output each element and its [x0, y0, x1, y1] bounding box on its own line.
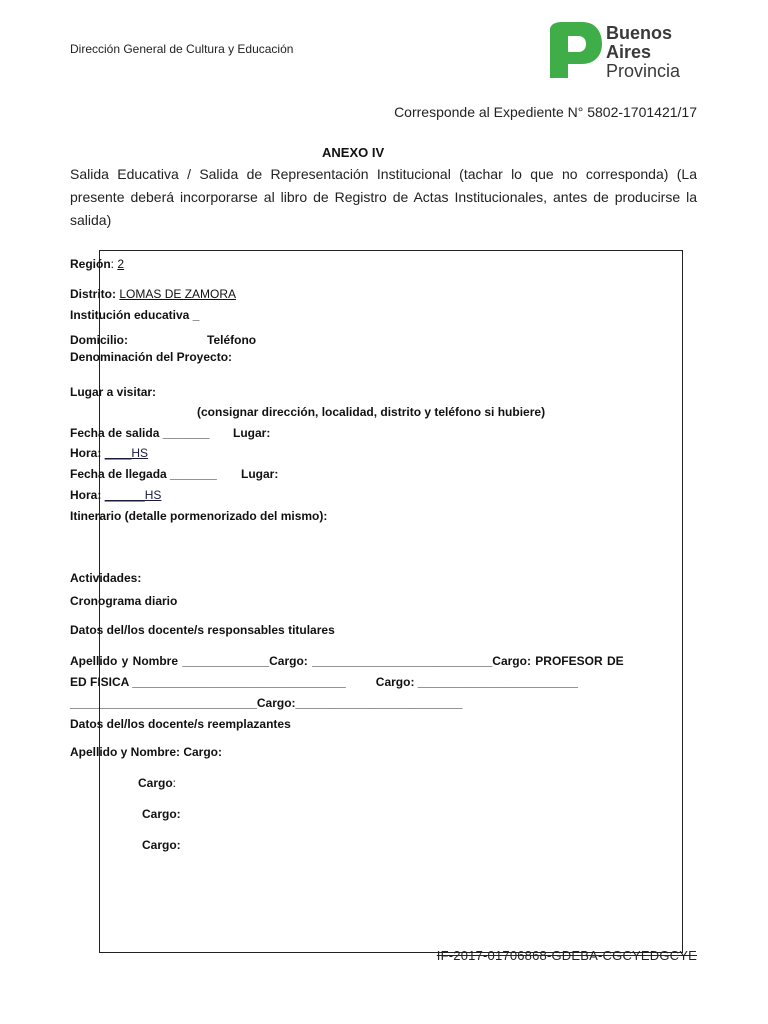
organization-name: Dirección General de Cultura y Educación — [70, 42, 294, 56]
buenos-aires-provincia-logo — [548, 20, 604, 80]
telefono-label: Teléfono — [207, 333, 257, 347]
lugar-llegada-label: Lugar: — [241, 467, 279, 481]
cargo-1-colon: : — [172, 776, 177, 790]
distrito-label: Distrito: — [70, 287, 116, 301]
institucion-blank: _ — [192, 308, 200, 322]
logo-line-2: Aires — [606, 42, 652, 62]
docentes-titulares-label: Datos del/los docente/s responsables titulares — [70, 623, 335, 637]
docentes-reemplazantes-label: Datos del/los docente/s reemplazantes — [70, 717, 291, 731]
cronograma-label: Cronograma diario — [70, 594, 178, 608]
lugar-visitar-label: Lugar a visitar: — [70, 385, 157, 399]
document-id: IF-2017-01706868-GDEBA-CGCYEDGCYE — [436, 948, 697, 963]
ed-fisica-line: ED FISICA ________________________________ Cargo: ________________________ — [70, 675, 578, 689]
distrito-value: LOMAS DE ZAMORA — [119, 287, 237, 301]
hora-salida-field — [70, 446, 148, 460]
expediente-reference: Corresponde al Expediente N° 5802-1701421/17 — [394, 104, 697, 120]
apellido-cargo-line: Apellido y Nombre _____________Cargo: ___________________________Cargo: PROFESOR DE — [70, 654, 624, 668]
region-field — [70, 257, 124, 271]
lugar-salida-label: Lugar: — [233, 426, 271, 440]
denominacion-label: Denominación del Proyecto: — [70, 350, 233, 364]
institucion-field — [70, 308, 199, 322]
fecha-salida-label: Fecha de salida _______ — [70, 426, 210, 440]
region-colon: : — [110, 257, 115, 271]
region-label: Región — [70, 257, 111, 271]
actividades-label: Actividades: — [70, 571, 142, 585]
cargo-2: Cargo: — [142, 807, 181, 821]
annex-intro: Salida Educativa / Salida de Representación Institucional (tachar lo que no corresponda) (La presente deberá incorporarse al libro de Registro de Actas Institucionales, antes de producirse la salida) — [70, 166, 697, 228]
cargo-line-3: ____________________________Cargo:_________________________ — [70, 696, 463, 710]
lugar-visitar-hint: (consignar dirección, localidad, distrito y teléfono si hubiere) — [197, 405, 546, 419]
fecha-llegada-label: Fecha de llegada _______ — [70, 467, 217, 481]
hora-llegada-label: Hora: — [70, 488, 102, 502]
domicilio-label: Domicilio: — [70, 333, 129, 347]
annex-title: ANEXO IV — [322, 145, 385, 160]
cargo-1 — [138, 776, 176, 790]
apellido-cargo-reemplazante: Apellido y Nombre: Cargo: — [70, 745, 223, 759]
region-value: 2 — [117, 257, 125, 271]
distrito-field — [70, 287, 236, 301]
hora-salida-label: Hora: — [70, 446, 102, 460]
hora-salida-value: ____HS — [104, 446, 149, 460]
hora-llegada-value: ______HS — [104, 488, 162, 502]
cargo-3: Cargo: — [142, 838, 181, 852]
logo-line-1: Buenos — [606, 23, 673, 43]
logo-text — [606, 24, 680, 81]
logo-line-3: Provincia — [606, 61, 681, 81]
cargo-1-label: Cargo — [138, 776, 173, 790]
hora-llegada-field — [70, 488, 161, 502]
institucion-label: Institución educativa — [70, 308, 190, 322]
itinerario-label: Itinerario (detalle pormenorizado del mismo): — [70, 509, 328, 523]
